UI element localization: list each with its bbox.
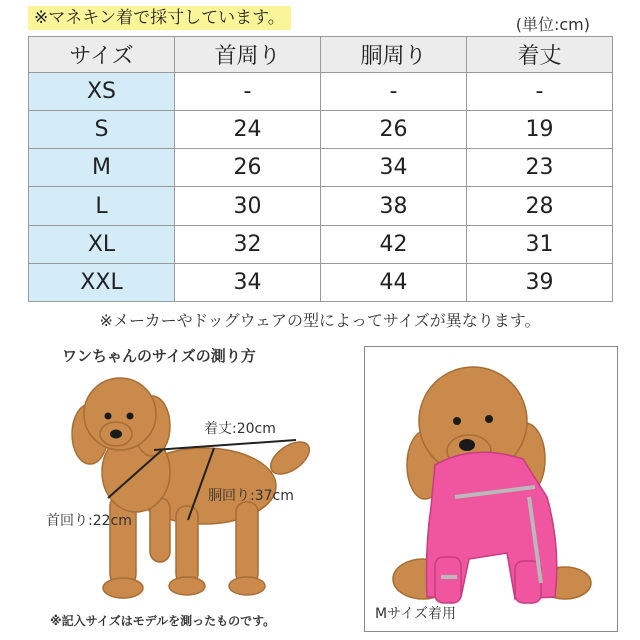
neck-cell: 30: [175, 187, 321, 225]
dog-wearing-raincoat-image: [365, 347, 617, 631]
size-cell: M: [29, 149, 175, 187]
model-note: ※記入サイズはモデルを測ったものです。: [50, 614, 276, 628]
table-header-row: [29, 37, 613, 73]
table-row: [29, 149, 613, 187]
length-cell: 31: [467, 225, 613, 263]
neck-cell: 26: [175, 149, 321, 187]
chest-cell: 34: [321, 149, 467, 187]
neck-cell: 24: [175, 111, 321, 149]
size-cell: L: [29, 187, 175, 225]
dog-eye: [105, 413, 112, 420]
length-cell: 28: [467, 187, 613, 225]
neck-cell: 34: [175, 263, 321, 301]
dog-nose: [459, 439, 475, 451]
photo-caption: Mサイズ着用: [375, 606, 456, 622]
chest-cell: -: [321, 73, 467, 111]
dog-illustration: [28, 368, 350, 630]
length-cell: 23: [467, 149, 613, 187]
manufacturer-note: ※メーカーやドッグウェアの型によってサイズが異なります。: [99, 311, 541, 330]
length-cell: 19: [467, 111, 613, 149]
header-chest: 胴周り: [321, 37, 467, 73]
length-measure-line: [154, 440, 296, 450]
table-row: [29, 111, 613, 149]
chest-cell: 38: [321, 187, 467, 225]
table-row: [29, 187, 613, 225]
measurement-guide-title: ワンちゃんのサイズの測り方: [62, 347, 256, 365]
neck-cell: 32: [175, 225, 321, 263]
neck-label: 首回り:22cm: [46, 513, 132, 529]
table-row: [29, 225, 613, 263]
chest-cell: 44: [321, 263, 467, 301]
unit-label: (単位:cm): [515, 15, 590, 34]
table-row: [29, 73, 613, 111]
dog-eye: [453, 417, 461, 425]
dog-eye: [127, 413, 134, 420]
length-cell: 39: [467, 263, 613, 301]
header-neck: 首周り: [175, 37, 321, 73]
girth-label: 胴回り:37cm: [208, 488, 294, 504]
chest-cell: 26: [321, 111, 467, 149]
header-length: 着丈: [467, 37, 613, 73]
length-label: 着丈:20cm: [204, 421, 276, 437]
size-cell: XS: [29, 73, 175, 111]
size-chart-table: [28, 36, 613, 302]
measurement-guide-panel: [28, 368, 350, 630]
size-cell: S: [29, 111, 175, 149]
chest-cell: 42: [321, 225, 467, 263]
product-photo: [364, 346, 618, 632]
table-row: [29, 263, 613, 301]
size-cell: XXL: [29, 263, 175, 301]
dog-eye: [485, 415, 493, 423]
mannequin-note: ※マネキン着で採寸しています。: [28, 6, 291, 30]
neck-cell: -: [175, 73, 321, 111]
header-size: サイズ: [29, 37, 175, 73]
length-cell: -: [467, 73, 613, 111]
size-cell: XL: [29, 225, 175, 263]
dog-nose: [110, 430, 122, 439]
